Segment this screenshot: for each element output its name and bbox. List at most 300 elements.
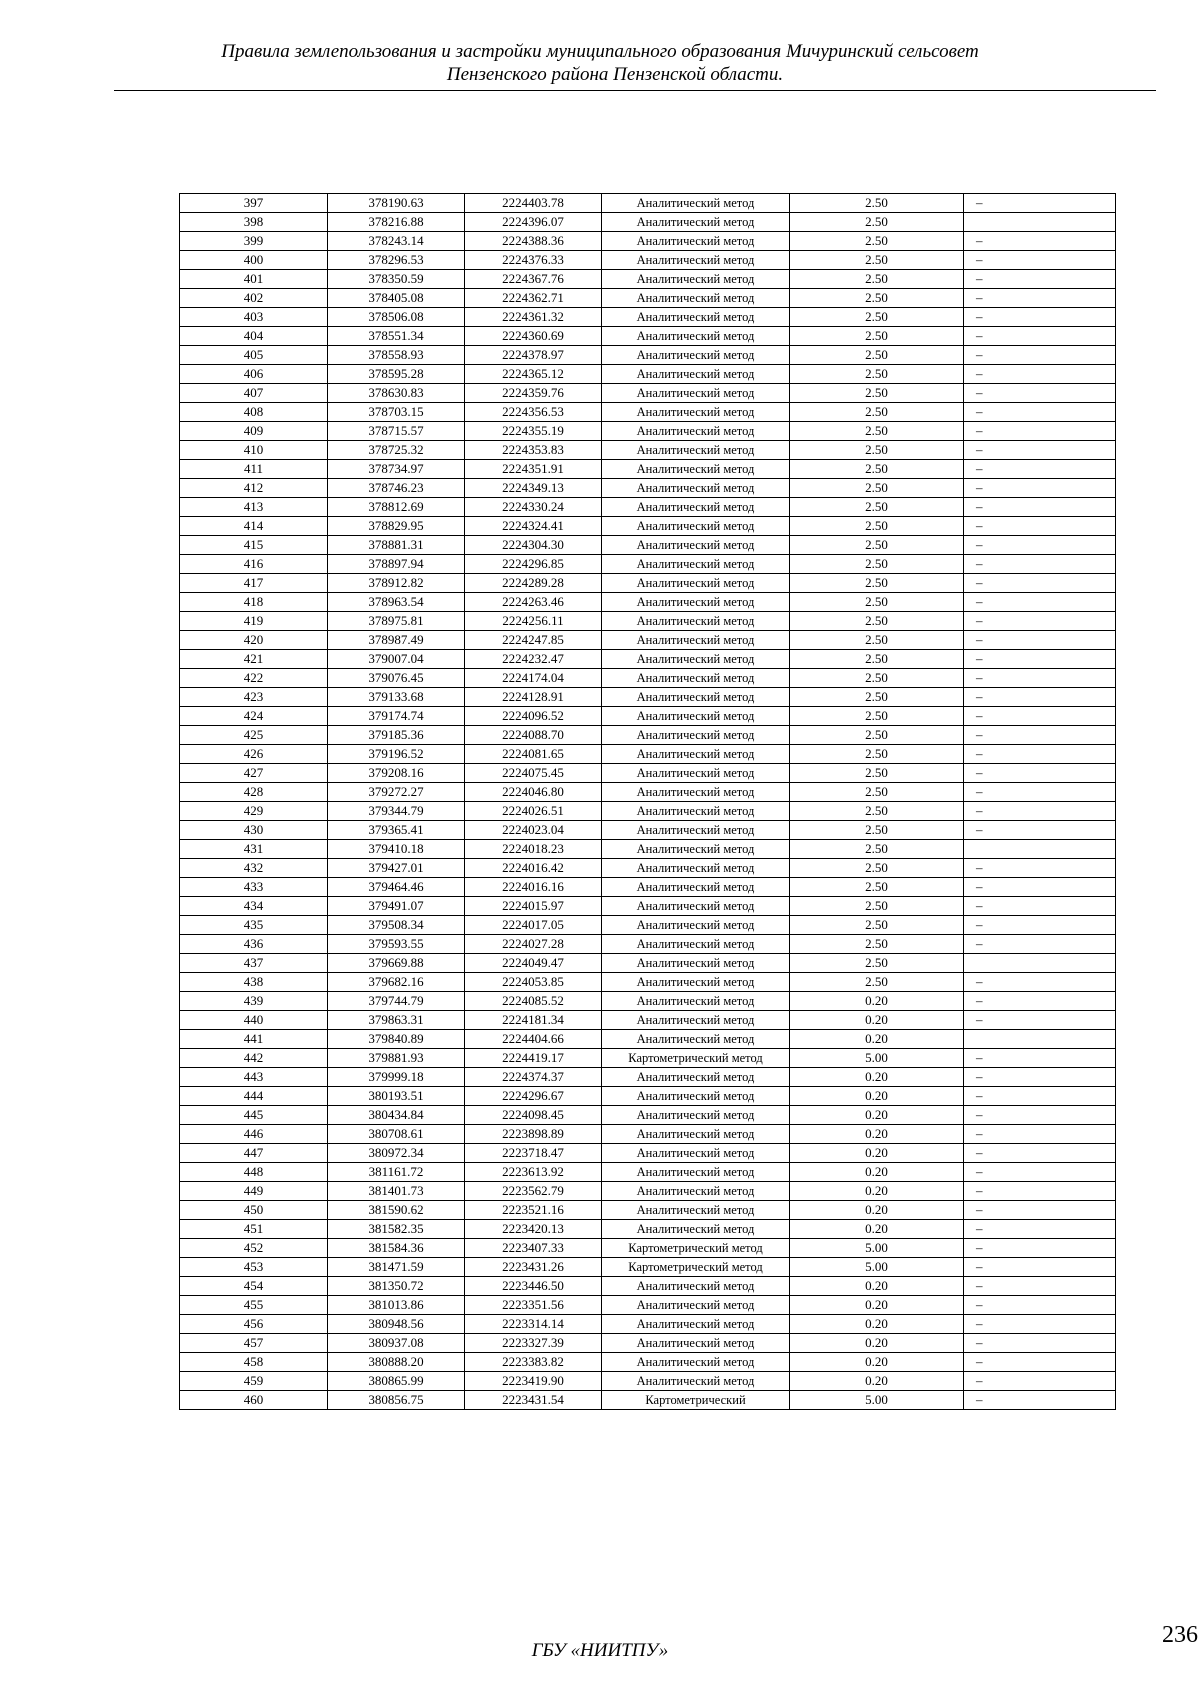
- point-number-cell: 450: [180, 1201, 328, 1220]
- accuracy-cell: 2.50: [790, 498, 964, 517]
- table-row: [180, 1372, 1116, 1391]
- y-coordinate-cell: 2224403.78: [465, 194, 602, 213]
- note-cell: –: [964, 1201, 1116, 1220]
- method-cell: Аналитический метод: [602, 403, 790, 422]
- accuracy-cell: 2.50: [790, 897, 964, 916]
- note-cell: –: [964, 1125, 1116, 1144]
- note-cell: –: [964, 460, 1116, 479]
- y-coordinate-cell: 2224081.65: [465, 745, 602, 764]
- table-row: [180, 1239, 1116, 1258]
- note-cell: –: [964, 308, 1116, 327]
- note-cell: –: [964, 1258, 1116, 1277]
- x-coordinate-cell: 381013.86: [328, 1296, 465, 1315]
- table-row: [180, 1144, 1116, 1163]
- point-number-cell: 415: [180, 536, 328, 555]
- note-cell: –: [964, 194, 1116, 213]
- y-coordinate-cell: 2224356.53: [465, 403, 602, 422]
- point-number-cell: 426: [180, 745, 328, 764]
- accuracy-cell: 2.50: [790, 422, 964, 441]
- point-number-cell: 418: [180, 593, 328, 612]
- table-row: [180, 1106, 1116, 1125]
- note-cell: –: [964, 878, 1116, 897]
- point-number-cell: 405: [180, 346, 328, 365]
- x-coordinate-cell: 379508.34: [328, 916, 465, 935]
- running-header: [0, 40, 1200, 86]
- y-coordinate-cell: 2223351.56: [465, 1296, 602, 1315]
- method-cell: Аналитический метод: [602, 270, 790, 289]
- method-cell: Аналитический метод: [602, 574, 790, 593]
- x-coordinate-cell: 378829.95: [328, 517, 465, 536]
- x-coordinate-cell: 381350.72: [328, 1277, 465, 1296]
- point-number-cell: 412: [180, 479, 328, 498]
- point-number-cell: 434: [180, 897, 328, 916]
- note-cell: –: [964, 764, 1116, 783]
- note-cell: –: [964, 745, 1116, 764]
- table-row: [180, 479, 1116, 498]
- method-cell: Аналитический метод: [602, 194, 790, 213]
- y-coordinate-cell: 2224016.16: [465, 878, 602, 897]
- note-cell: –: [964, 1334, 1116, 1353]
- accuracy-cell: 2.50: [790, 859, 964, 878]
- accuracy-cell: 2.50: [790, 840, 964, 859]
- x-coordinate-cell: 378812.69: [328, 498, 465, 517]
- note-cell: –: [964, 251, 1116, 270]
- method-cell: Аналитический метод: [602, 479, 790, 498]
- y-coordinate-cell: 2224016.42: [465, 859, 602, 878]
- point-number-cell: 442: [180, 1049, 328, 1068]
- method-cell: Аналитический метод: [602, 1030, 790, 1049]
- x-coordinate-cell: 378296.53: [328, 251, 465, 270]
- y-coordinate-cell: 2223431.26: [465, 1258, 602, 1277]
- x-coordinate-cell: 379208.16: [328, 764, 465, 783]
- x-coordinate-cell: 379744.79: [328, 992, 465, 1011]
- y-coordinate-cell: 2223898.89: [465, 1125, 602, 1144]
- note-cell: –: [964, 536, 1116, 555]
- x-coordinate-cell: 378405.08: [328, 289, 465, 308]
- table-row: [180, 194, 1116, 213]
- method-cell: Аналитический метод: [602, 802, 790, 821]
- point-number-cell: 436: [180, 935, 328, 954]
- table-row: [180, 555, 1116, 574]
- table-row: [180, 308, 1116, 327]
- x-coordinate-cell: 378963.54: [328, 593, 465, 612]
- accuracy-cell: 0.20: [790, 1201, 964, 1220]
- note-cell: –: [964, 270, 1116, 289]
- method-cell: Аналитический метод: [602, 859, 790, 878]
- y-coordinate-cell: 2223419.90: [465, 1372, 602, 1391]
- x-coordinate-cell: 378897.94: [328, 555, 465, 574]
- x-coordinate-cell: 380888.20: [328, 1353, 465, 1372]
- y-coordinate-cell: 2224324.41: [465, 517, 602, 536]
- header-divider: [114, 90, 1156, 91]
- method-cell: Аналитический метод: [602, 954, 790, 973]
- table-row: [180, 612, 1116, 631]
- y-coordinate-cell: 2224085.52: [465, 992, 602, 1011]
- note-cell: –: [964, 783, 1116, 802]
- point-number-cell: 410: [180, 441, 328, 460]
- point-number-cell: 406: [180, 365, 328, 384]
- note-cell: –: [964, 650, 1116, 669]
- y-coordinate-cell: 2223407.33: [465, 1239, 602, 1258]
- note-cell: –: [964, 327, 1116, 346]
- accuracy-cell: 0.20: [790, 1353, 964, 1372]
- point-number-cell: 433: [180, 878, 328, 897]
- y-coordinate-cell: 2224088.70: [465, 726, 602, 745]
- accuracy-cell: 5.00: [790, 1391, 964, 1410]
- method-cell: Аналитический метод: [602, 365, 790, 384]
- method-cell: Аналитический метод: [602, 460, 790, 479]
- accuracy-cell: 2.50: [790, 460, 964, 479]
- table-row: [180, 631, 1116, 650]
- method-cell: Аналитический метод: [602, 517, 790, 536]
- x-coordinate-cell: 379076.45: [328, 669, 465, 688]
- note-cell: –: [964, 707, 1116, 726]
- method-cell: Аналитический метод: [602, 1277, 790, 1296]
- point-number-cell: 447: [180, 1144, 328, 1163]
- y-coordinate-cell: 2224376.33: [465, 251, 602, 270]
- table-row: [180, 1068, 1116, 1087]
- y-coordinate-cell: 2224330.24: [465, 498, 602, 517]
- x-coordinate-cell: 381471.59: [328, 1258, 465, 1277]
- table-row: [180, 213, 1116, 232]
- point-number-cell: 455: [180, 1296, 328, 1315]
- method-cell: Аналитический метод: [602, 1125, 790, 1144]
- x-coordinate-cell: 379196.52: [328, 745, 465, 764]
- y-coordinate-cell: 2224181.34: [465, 1011, 602, 1030]
- table-row: [180, 802, 1116, 821]
- x-coordinate-cell: 378725.32: [328, 441, 465, 460]
- header-line-1: Правила землепользования и застройки муниципального образования Мичуринский сельсовет: [221, 41, 979, 62]
- table-row: [180, 346, 1116, 365]
- note-cell: –: [964, 612, 1116, 631]
- x-coordinate-cell: 381161.72: [328, 1163, 465, 1182]
- table-row: [180, 1163, 1116, 1182]
- method-cell: Аналитический метод: [602, 1068, 790, 1087]
- method-cell: Аналитический метод: [602, 593, 790, 612]
- point-number-cell: 424: [180, 707, 328, 726]
- method-cell: Аналитический метод: [602, 1011, 790, 1030]
- note-cell: –: [964, 1106, 1116, 1125]
- note-cell: –: [964, 1372, 1116, 1391]
- accuracy-cell: 2.50: [790, 479, 964, 498]
- table-row: [180, 992, 1116, 1011]
- accuracy-cell: 2.50: [790, 631, 964, 650]
- accuracy-cell: 0.20: [790, 1163, 964, 1182]
- y-coordinate-cell: 2224361.32: [465, 308, 602, 327]
- table-row: [180, 251, 1116, 270]
- accuracy-cell: 5.00: [790, 1049, 964, 1068]
- method-cell: Аналитический метод: [602, 1144, 790, 1163]
- point-number-cell: 448: [180, 1163, 328, 1182]
- table-row: [180, 1011, 1116, 1030]
- note-cell: –: [964, 384, 1116, 403]
- y-coordinate-cell: 2223383.82: [465, 1353, 602, 1372]
- x-coordinate-cell: 379881.93: [328, 1049, 465, 1068]
- x-coordinate-cell: 379174.74: [328, 707, 465, 726]
- point-number-cell: 425: [180, 726, 328, 745]
- x-coordinate-cell: 379007.04: [328, 650, 465, 669]
- method-cell: Аналитический метод: [602, 289, 790, 308]
- accuracy-cell: 0.20: [790, 1068, 964, 1087]
- y-coordinate-cell: 2224296.67: [465, 1087, 602, 1106]
- point-number-cell: 444: [180, 1087, 328, 1106]
- x-coordinate-cell: 378703.15: [328, 403, 465, 422]
- note-cell: –: [964, 232, 1116, 251]
- note-cell: –: [964, 1296, 1116, 1315]
- accuracy-cell: 2.50: [790, 308, 964, 327]
- x-coordinate-cell: 378551.34: [328, 327, 465, 346]
- note-cell: –: [964, 574, 1116, 593]
- accuracy-cell: 2.50: [790, 232, 964, 251]
- x-coordinate-cell: 378243.14: [328, 232, 465, 251]
- point-number-cell: 400: [180, 251, 328, 270]
- table-row: [180, 1220, 1116, 1239]
- method-cell: Аналитический метод: [602, 308, 790, 327]
- accuracy-cell: 2.50: [790, 669, 964, 688]
- table-row: [180, 1353, 1116, 1372]
- header-line-2: Пензенского района Пензенской области.: [446, 64, 784, 85]
- y-coordinate-cell: 2223314.14: [465, 1315, 602, 1334]
- method-cell: Аналитический метод: [602, 650, 790, 669]
- accuracy-cell: 2.50: [790, 973, 964, 992]
- accuracy-cell: 0.20: [790, 1030, 964, 1049]
- x-coordinate-cell: 378595.28: [328, 365, 465, 384]
- accuracy-cell: 2.50: [790, 802, 964, 821]
- table-row: [180, 498, 1116, 517]
- y-coordinate-cell: 2224353.83: [465, 441, 602, 460]
- note-cell: –: [964, 973, 1116, 992]
- x-coordinate-cell: 378881.31: [328, 536, 465, 555]
- table-row: [180, 1030, 1116, 1049]
- point-number-cell: 435: [180, 916, 328, 935]
- method-cell: Аналитический метод: [602, 1220, 790, 1239]
- point-number-cell: 398: [180, 213, 328, 232]
- y-coordinate-cell: 2224396.07: [465, 213, 602, 232]
- accuracy-cell: 2.50: [790, 745, 964, 764]
- point-number-cell: 423: [180, 688, 328, 707]
- accuracy-cell: 2.50: [790, 536, 964, 555]
- note-cell: –: [964, 935, 1116, 954]
- note-cell: –: [964, 1277, 1116, 1296]
- x-coordinate-cell: 378350.59: [328, 270, 465, 289]
- page-number: 236: [1162, 1622, 1198, 1648]
- method-cell: Аналитический метод: [602, 1106, 790, 1125]
- method-cell: Аналитический метод: [602, 916, 790, 935]
- x-coordinate-cell: 379272.27: [328, 783, 465, 802]
- method-cell: Аналитический метод: [602, 1087, 790, 1106]
- point-number-cell: 445: [180, 1106, 328, 1125]
- table-row: [180, 536, 1116, 555]
- y-coordinate-cell: 2224304.30: [465, 536, 602, 555]
- point-number-cell: 403: [180, 308, 328, 327]
- table-row: [180, 1277, 1116, 1296]
- note-cell: –: [964, 1087, 1116, 1106]
- y-coordinate-cell: 2223562.79: [465, 1182, 602, 1201]
- method-cell: Аналитический метод: [602, 840, 790, 859]
- note-cell: –: [964, 631, 1116, 650]
- y-coordinate-cell: 2224378.97: [465, 346, 602, 365]
- x-coordinate-cell: 380948.56: [328, 1315, 465, 1334]
- y-coordinate-cell: 2224098.45: [465, 1106, 602, 1125]
- note-cell: –: [964, 726, 1116, 745]
- accuracy-cell: 2.50: [790, 574, 964, 593]
- point-number-cell: 430: [180, 821, 328, 840]
- y-coordinate-cell: 2224367.76: [465, 270, 602, 289]
- method-cell: Аналитический метод: [602, 346, 790, 365]
- note-cell: –: [964, 669, 1116, 688]
- y-coordinate-cell: 2224049.47: [465, 954, 602, 973]
- table-row: [180, 289, 1116, 308]
- point-number-cell: 452: [180, 1239, 328, 1258]
- table-row: [180, 878, 1116, 897]
- point-number-cell: 446: [180, 1125, 328, 1144]
- note-cell: [964, 954, 1116, 973]
- x-coordinate-cell: 380972.34: [328, 1144, 465, 1163]
- method-cell: Аналитический метод: [602, 821, 790, 840]
- accuracy-cell: 0.20: [790, 992, 964, 1011]
- method-cell: Аналитический метод: [602, 745, 790, 764]
- table-row: [180, 403, 1116, 422]
- accuracy-cell: 2.50: [790, 612, 964, 631]
- method-cell: Аналитический метод: [602, 783, 790, 802]
- point-number-cell: 419: [180, 612, 328, 631]
- table-row: [180, 1182, 1116, 1201]
- accuracy-cell: 0.20: [790, 1182, 964, 1201]
- note-cell: –: [964, 365, 1116, 384]
- x-coordinate-cell: 378630.83: [328, 384, 465, 403]
- point-number-cell: 408: [180, 403, 328, 422]
- point-number-cell: 449: [180, 1182, 328, 1201]
- y-coordinate-cell: 2224096.52: [465, 707, 602, 726]
- method-cell: Аналитический метод: [602, 327, 790, 346]
- coordinates-table: [179, 193, 1116, 1410]
- x-coordinate-cell: 380865.99: [328, 1372, 465, 1391]
- accuracy-cell: 2.50: [790, 707, 964, 726]
- point-number-cell: 443: [180, 1068, 328, 1087]
- note-cell: [964, 213, 1116, 232]
- note-cell: –: [964, 897, 1116, 916]
- x-coordinate-cell: 379669.88: [328, 954, 465, 973]
- note-cell: –: [964, 1315, 1116, 1334]
- point-number-cell: 428: [180, 783, 328, 802]
- table-row: [180, 1201, 1116, 1220]
- point-number-cell: 438: [180, 973, 328, 992]
- note-cell: –: [964, 479, 1116, 498]
- table-row: [180, 954, 1116, 973]
- accuracy-cell: 0.20: [790, 1315, 964, 1334]
- point-number-cell: 457: [180, 1334, 328, 1353]
- method-cell: Аналитический метод: [602, 384, 790, 403]
- y-coordinate-cell: 2224362.71: [465, 289, 602, 308]
- method-cell: Аналитический метод: [602, 1315, 790, 1334]
- accuracy-cell: 2.50: [790, 365, 964, 384]
- accuracy-cell: 0.20: [790, 1372, 964, 1391]
- method-cell: Аналитический метод: [602, 1182, 790, 1201]
- accuracy-cell: 2.50: [790, 403, 964, 422]
- accuracy-cell: 5.00: [790, 1258, 964, 1277]
- point-number-cell: 439: [180, 992, 328, 1011]
- table-row: [180, 270, 1116, 289]
- accuracy-cell: 0.20: [790, 1144, 964, 1163]
- note-cell: [964, 1030, 1116, 1049]
- x-coordinate-cell: 380937.08: [328, 1334, 465, 1353]
- point-number-cell: 416: [180, 555, 328, 574]
- method-cell: Картометрический: [602, 1391, 790, 1410]
- accuracy-cell: 2.50: [790, 764, 964, 783]
- table-row: [180, 840, 1116, 859]
- y-coordinate-cell: 2224174.04: [465, 669, 602, 688]
- note-cell: –: [964, 1068, 1116, 1087]
- accuracy-cell: 2.50: [790, 555, 964, 574]
- accuracy-cell: 2.50: [790, 213, 964, 232]
- note-cell: –: [964, 1391, 1116, 1410]
- accuracy-cell: 2.50: [790, 688, 964, 707]
- x-coordinate-cell: 379410.18: [328, 840, 465, 859]
- x-coordinate-cell: 379999.18: [328, 1068, 465, 1087]
- x-coordinate-cell: 379593.55: [328, 935, 465, 954]
- note-cell: –: [964, 1049, 1116, 1068]
- y-coordinate-cell: 2224023.04: [465, 821, 602, 840]
- y-coordinate-cell: 2224018.23: [465, 840, 602, 859]
- method-cell: Аналитический метод: [602, 612, 790, 631]
- y-coordinate-cell: 2224053.85: [465, 973, 602, 992]
- point-number-cell: 407: [180, 384, 328, 403]
- point-number-cell: 459: [180, 1372, 328, 1391]
- x-coordinate-cell: 379840.89: [328, 1030, 465, 1049]
- x-coordinate-cell: 378975.81: [328, 612, 465, 631]
- method-cell: Аналитический метод: [602, 669, 790, 688]
- point-number-cell: 397: [180, 194, 328, 213]
- x-coordinate-cell: 379133.68: [328, 688, 465, 707]
- y-coordinate-cell: 2224419.17: [465, 1049, 602, 1068]
- x-coordinate-cell: 379427.01: [328, 859, 465, 878]
- note-cell: –: [964, 422, 1116, 441]
- method-cell: Аналитический метод: [602, 992, 790, 1011]
- y-coordinate-cell: 2224027.28: [465, 935, 602, 954]
- accuracy-cell: 0.20: [790, 1220, 964, 1239]
- x-coordinate-cell: 381590.62: [328, 1201, 465, 1220]
- point-number-cell: 422: [180, 669, 328, 688]
- y-coordinate-cell: 2224374.37: [465, 1068, 602, 1087]
- point-number-cell: 432: [180, 859, 328, 878]
- table-row: [180, 783, 1116, 802]
- note-cell: –: [964, 1163, 1116, 1182]
- table-row: [180, 1391, 1116, 1410]
- note-cell: –: [964, 992, 1116, 1011]
- point-number-cell: 451: [180, 1220, 328, 1239]
- coordinates-table-body: [180, 194, 1116, 1410]
- y-coordinate-cell: 2223521.16: [465, 1201, 602, 1220]
- method-cell: Аналитический метод: [602, 1163, 790, 1182]
- table-row: [180, 859, 1116, 878]
- point-number-cell: 456: [180, 1315, 328, 1334]
- table-row: [180, 688, 1116, 707]
- point-number-cell: 460: [180, 1391, 328, 1410]
- table-row: [180, 365, 1116, 384]
- note-cell: –: [964, 403, 1116, 422]
- accuracy-cell: 2.50: [790, 270, 964, 289]
- table-row: [180, 707, 1116, 726]
- point-number-cell: 454: [180, 1277, 328, 1296]
- accuracy-cell: 0.20: [790, 1125, 964, 1144]
- note-cell: –: [964, 1239, 1116, 1258]
- method-cell: Аналитический метод: [602, 536, 790, 555]
- table-row: [180, 764, 1116, 783]
- table-row: [180, 517, 1116, 536]
- table-row: [180, 1296, 1116, 1315]
- method-cell: Аналитический метод: [602, 498, 790, 517]
- note-cell: –: [964, 1220, 1116, 1239]
